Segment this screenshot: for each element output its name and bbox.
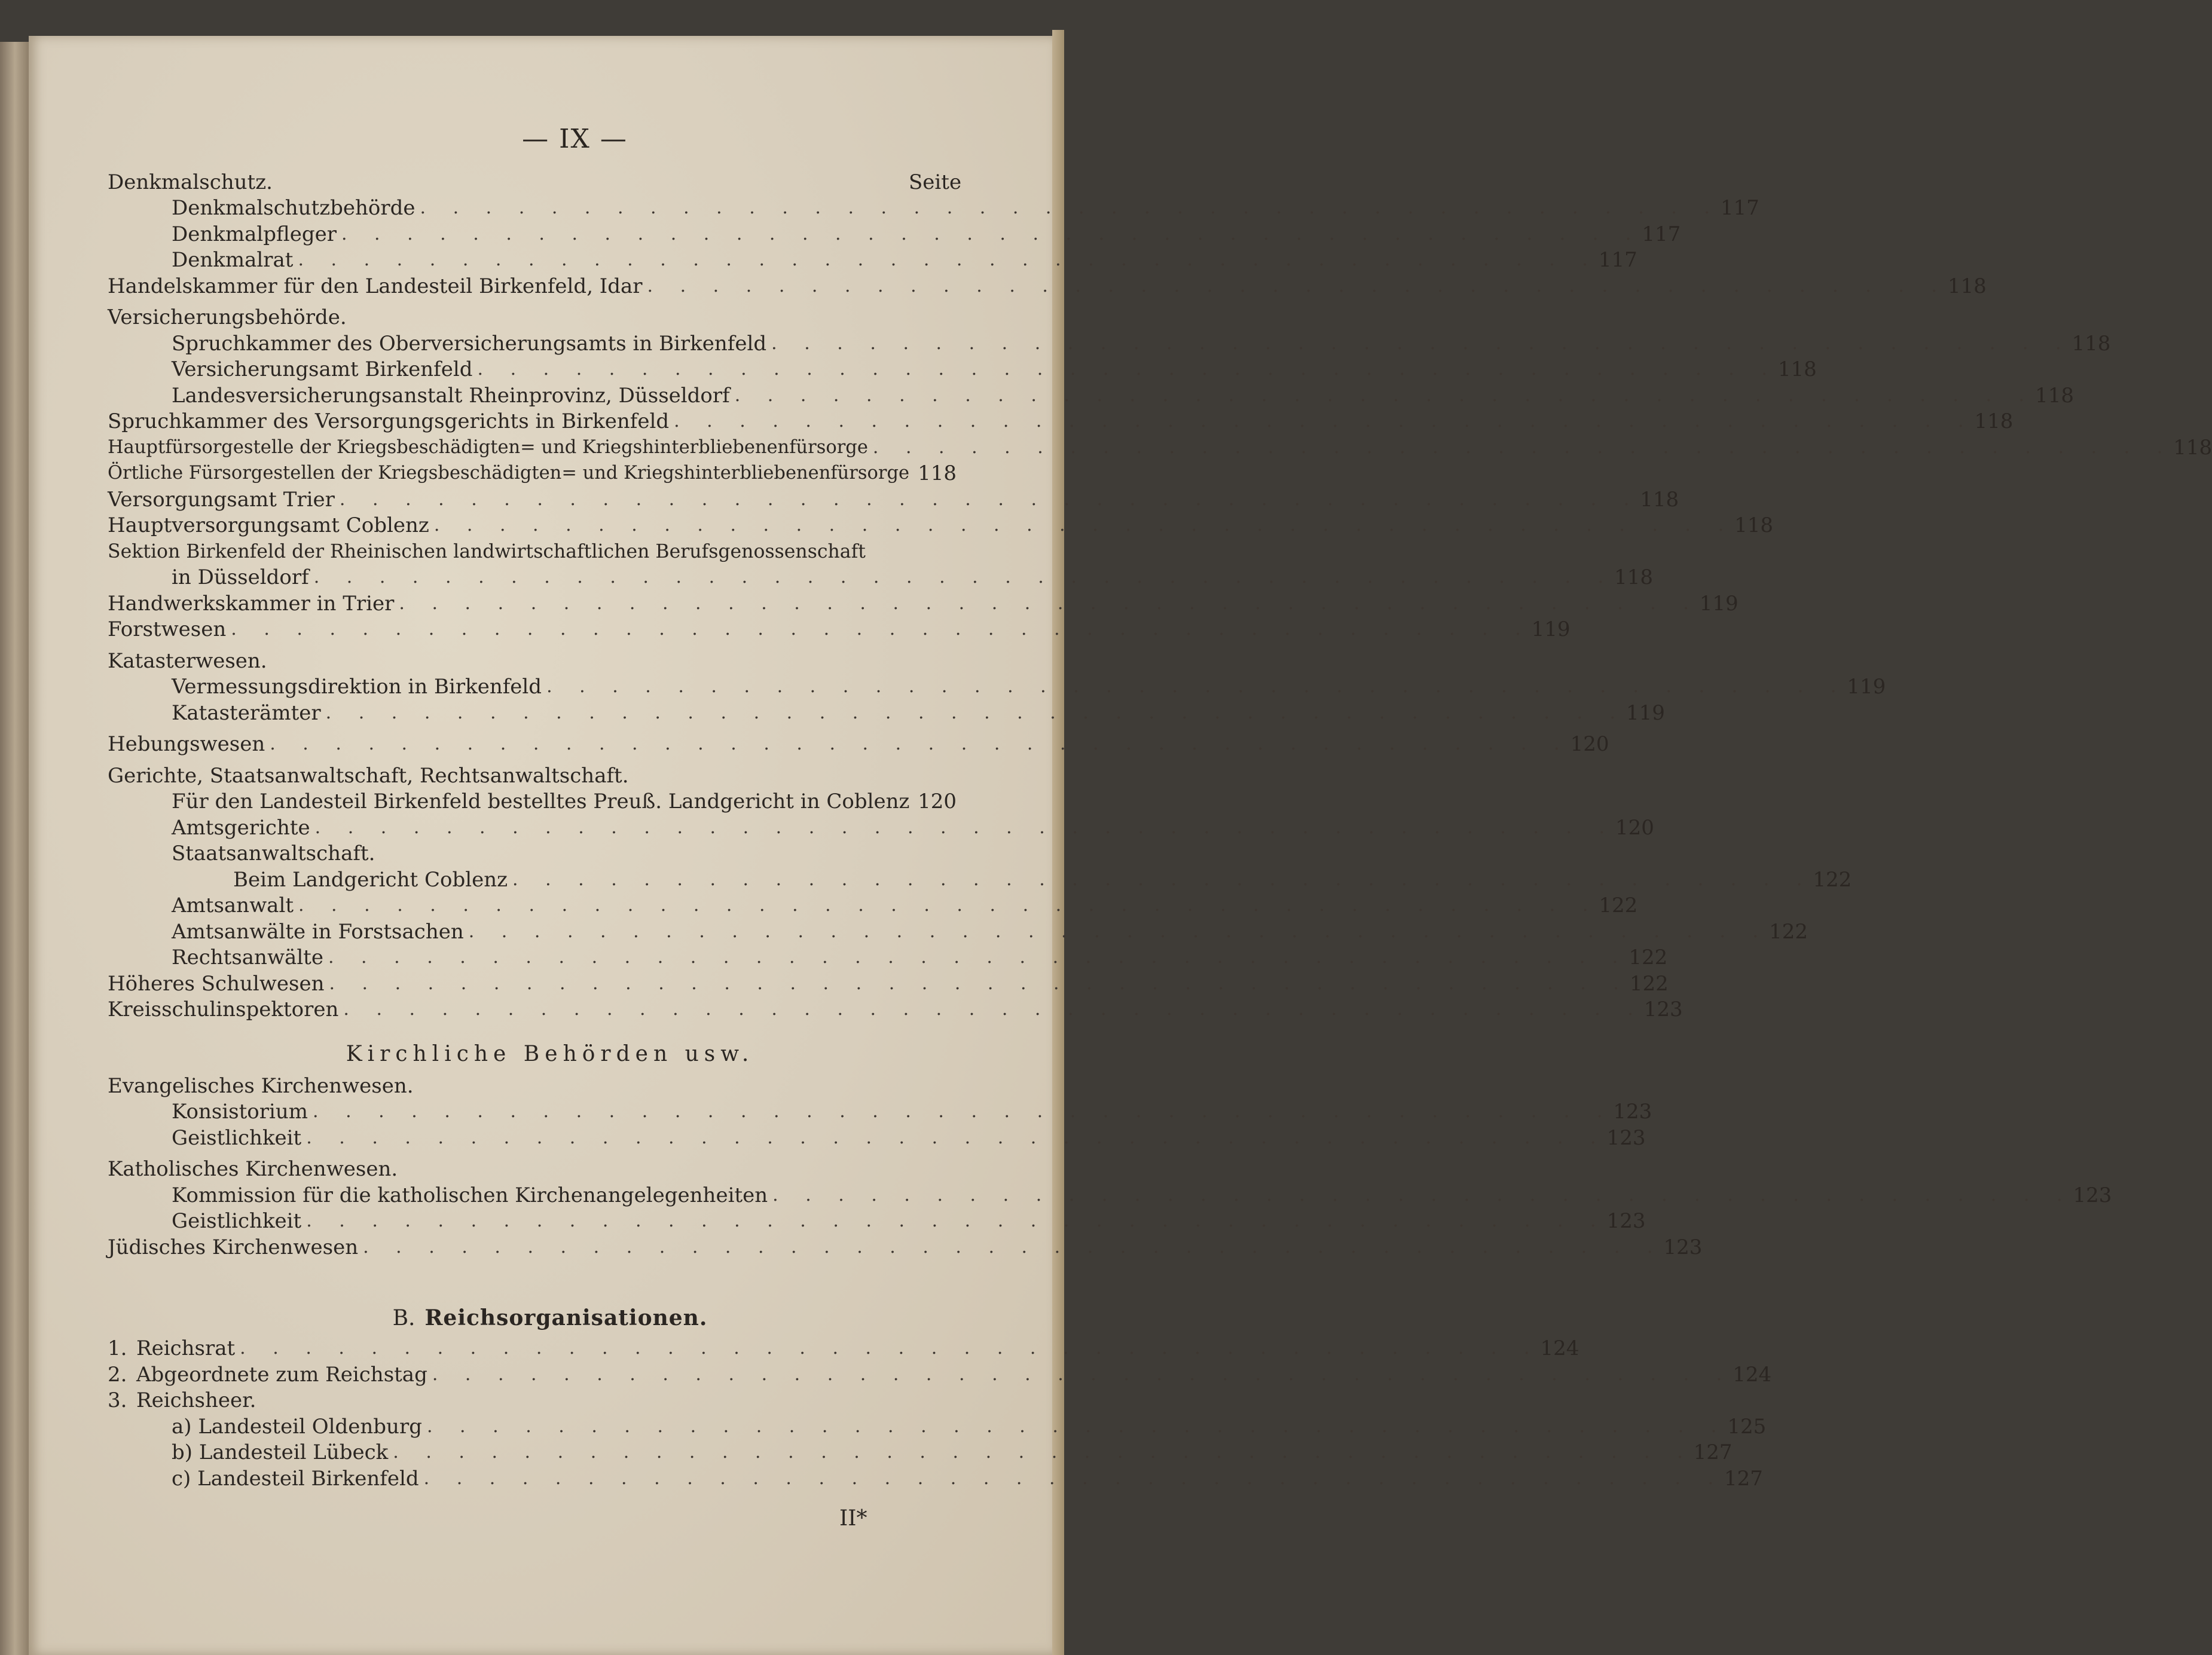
toc-entry-page: 122 [1813,867,1852,892]
toc-entry-label: Vermessungsdirektion in Birkenfeld [172,675,542,699]
toc-entry-page: 118 [918,461,957,485]
toc-entry [108,995,1683,1021]
toc-entry [108,407,2014,433]
toc-entry-label: Denkmalschutzbehörde [172,196,415,220]
dot-leader: . . . . . . . . . . . . . . . . . . . . . . . . . . . . . . . . . . . . . . . . [314,816,1616,838]
toc-entry-page: 118 [2072,331,2111,356]
toc-entry-page: 125 [1727,1414,1767,1439]
toc-entry-label: Örtliche Fürsorgestellen der Kriegsbeschädigten= und Kriegshinterbliebenenfürsorge [108,463,910,484]
toc-entry [108,1464,1763,1491]
toc-entry [108,459,957,485]
page-number-header: — IX — [522,124,628,154]
toc-entry-label: Gerichte, Staatsanwaltschaft, Rechtsanwaltschaft. [108,763,629,788]
signature-mark: II* [839,1506,867,1531]
toc-entry [108,969,1669,996]
toc-entry-page: 119 [1847,675,1886,699]
toc-entry-page: 117 [1642,222,1681,246]
toc-entry [108,865,1852,892]
toc-entry [108,761,957,787]
toc-entry-label: Sektion Birkenfeld der Rheinischen landwirtschaftlichen Berufsgenossenschaft [108,540,866,562]
toc-entry-label: Katholisches Kirchenwesen. [108,1157,398,1181]
toc-entry-label: Geistlichkeit [172,1209,302,1233]
toc-entry [108,813,1654,840]
toc-entry [108,1097,1652,1124]
toc-entry-page: 119 [1626,700,1665,725]
toc-entry [108,1360,1772,1387]
toc-entry [108,615,1571,641]
toc-entry [108,1123,1646,1150]
dot-leader: . . . . . . . . . . . . . . . . . . . . . . . . . . . . . . . . . . . . . . . . [313,567,1615,588]
dot-leader: . . . . . . . . . . . . . . . . . . . . . . . . . . . . . . . . . . . . . . . . [674,411,1975,432]
toc-entry [108,1232,1703,1259]
toc-entry-label: Hauptversorgungsamt Coblenz [108,513,429,537]
dot-leader: . . . . . . . . . . . . . . . . . . . . . . . . . . . . . . . . . . . . . . . . [399,592,1700,614]
dot-leader: . . . . . . . . . . . . . . . . . . . . . . . . . . . . . . . . . . . . . . . . [423,1467,1724,1489]
toc-entry [108,646,957,672]
toc-entry-label [108,1389,261,1412]
dot-leader: . . . . . . . . . . . . . . . . . . . . . . . . . . . . . . . . . . . . . . . . [772,1184,2073,1206]
toc-entry-label: Konsistorium [172,1100,308,1124]
toc-entry-label: Amtsanwalt [172,894,294,917]
toc-entry-label: in Düsseldorf [172,565,309,589]
toc-entry [108,1071,957,1097]
part-b-letter: B. [392,1305,415,1330]
seite-column-label: Seite [909,170,962,194]
section-heading-church: Kirchliche Behörden usw. [346,1042,754,1066]
dot-leader: . . . . . . . . . . . . . . . . . . . . . . . . . . . . . . . . . . . . . . . . [468,920,1770,942]
toc-entry-page: 118 [1640,487,1679,512]
toc-entry-label: Denkmalpfleger [172,222,337,246]
toc-entry-page: 127 [1724,1466,1763,1491]
toc-entry [108,246,1637,272]
entry-number: 1. [108,1336,127,1360]
dot-leader: . . . . . . . . . . . . . . . . . . . . . . . . . . . . . . . . . . . . . . . . [432,1363,1733,1385]
part-b-heading [108,1295,957,1330]
toc-entry [108,1207,1646,1233]
toc-entry-label: Hauptfürsorgestelle der Kriegsbeschädigten= und Kriegshinterbliebenenfürsorge [108,436,868,458]
toc-entry [108,485,1679,512]
toc-entry-label: c) Landesteil Birkenfeld [172,1466,419,1491]
toc-entry-label: Für den Landesteil Birkenfeld bestelltes Preuß. Landgericht in Coblenz [172,790,910,813]
toc-entry-label: Jüdisches Kirchenwesen [108,1235,359,1259]
entry-text: Reichsheer. [136,1388,256,1412]
toc-entry-label: Landesversicherungsanstalt Rheinprovinz, Düsseldorf [172,383,730,408]
toc-entry-page: 118 [2173,435,2212,460]
dot-leader: . . . . . . . . . . . . . . . . . . . . . . . . . . . . . . . . . . . . . . . . [771,332,2072,354]
table-of-contents [108,167,2212,1491]
toc-entry [108,1334,1579,1360]
page-fore-edge [1052,30,1064,1655]
toc-entry-page: 122 [1599,894,1638,917]
toc-entry-page: 123 [1613,1100,1652,1124]
toc-entry-page: 117 [1598,248,1637,272]
toc-entry-label: a) Landesteil Oldenburg [172,1414,422,1439]
toc-entry-page: 118 [1777,357,1817,381]
toc-entry-label: Denkmalrat [172,248,294,272]
toc-entry [108,329,2111,356]
toc-entry [108,271,1987,298]
toc-entry [108,167,962,194]
dot-leader: . . . . . . . . . . . . . . . . . . . . . . . . . . . . . . . . . . . . . . . . [240,1338,1541,1359]
toc-entry [108,433,2212,460]
toc-entry [108,219,1681,246]
toc-entry-page: 123 [1606,1209,1646,1233]
toc-entry-page: 119 [1531,617,1571,641]
toc-entry-label: Spruchkammer des Oberversicherungsamts in Birkenfeld [172,331,767,356]
dot-leader: . . . . . . . . . . . . . . . . . . . . . . . . . . . . . . . . . . . . . . . . [393,1442,1694,1463]
toc-entry-page: 120 [1615,815,1654,840]
toc-entry-label: Staatsanwaltschaft. [172,842,375,865]
toc-entry-label: Hebungswesen [108,732,265,756]
toc-entry-label: Geistlichkeit [172,1125,302,1150]
toc-entry-label [108,1337,240,1360]
dot-leader: . . . . . . . . . . . . . . . . . . . . . . . . . . . . . . . . . . . . . . . . [298,895,1599,916]
toc-entry [108,1180,2112,1207]
dot-leader: . . . . . . . . . . . . . . . . . . . . . . . . . . . . . . . . . . . . . . . . [420,197,1721,218]
toc-entry [108,672,1886,699]
toc-entry [108,194,1759,220]
toc-entry [108,563,1653,589]
toc-entry [108,589,1739,616]
dot-leader: . . . . . . . . . . . . . . . . . . . . . . . . . . . . . . . . . . . . . . . . [734,384,2036,406]
toc-entry [108,1386,957,1412]
toc-entry-label: Amtsanwälte in Forstsachen [172,919,464,944]
toc-entry-label: Kreisschulinspektoren [108,998,339,1021]
dot-leader: . . . . . . . . . . . . . . . . . . . . . . . . . . . . . . . . . . . . . . . . [433,515,1735,536]
toc-entry-page: 123 [1606,1125,1646,1150]
toc-entry-page: 117 [1720,196,1759,220]
entry-number: 3. [108,1388,127,1412]
toc-entry [108,787,957,813]
toc-entry-label: Versicherungsbehörde. [108,305,347,329]
toc-entry-label: Evangelisches Kirchenwesen. [108,1073,414,1098]
dot-leader: . . . . . . . . . . . . . . . . . . . . . . . . . . . . . . . . . . . . . . . . [647,275,1948,296]
toc-entry-label: Denkmalschutz. [108,170,273,194]
dot-leader: . . . . . . . . . . . . . . . . . . . . . . . . . . . . . . . . . . . . . . . . [343,999,1644,1020]
toc-entry [108,1438,1733,1464]
dot-leader: . . . . . . . . . . . . . . . . . . . . . . . . . . . . . . . . . . . . . . . . [328,947,1629,968]
dot-leader: . . . . . . . . . . . . . . . . . . . . . . . . . . . . . . . . . . . . . . . . [325,702,1626,723]
toc-entry-page: 122 [1769,919,1808,944]
toc-entry [108,355,1817,381]
toc-entry-label: Beim Landgericht Coblenz [233,867,508,892]
dot-leader: . . . . . . . . . . . . . . . . . . . . . . . . . . . . . . . . . . . . . . . . [339,488,1640,510]
toc-entry-page: 118 [1734,513,1774,537]
toc-entry-page: 123 [1663,1235,1703,1259]
dot-leader: . . . . . . . . . . . . . . . . . . . . . . . . . . . . . . . . . . . . . . . . [546,676,1847,697]
facing-page-edge [0,42,30,1655]
toc-entry-page: 127 [1693,1440,1733,1464]
toc-entry-label: Spruchkammer des Versorgungsgerichts in Birkenfeld [108,409,670,433]
dot-leader: . . . . . . . . . . . . . . . . . . . . . . . . . . . . . . . . . . . . . . . . [341,223,1642,244]
toc-entry-page: 120 [918,790,957,813]
toc-entry [108,730,1609,756]
toc-entry-label: Höheres Schulwesen [108,971,325,996]
toc-entry [108,943,1668,969]
dot-leader: . . . . . . . . . . . . . . . . . . . . . . . . . . . . . . . . . . . . . . . . [306,1127,1607,1148]
dot-leader: . . . . . . . . . . . . . . . . . . . . . . . . . . . . . . . . . . . . . . . . [306,1210,1607,1231]
toc-entry-page: 123 [2073,1183,2112,1207]
toc-entry-label [108,1363,432,1386]
toc-entry [108,839,957,865]
toc-entry-label: Rechtsanwälte [172,946,323,969]
dot-leader: . . . . . . . . . . . . . . . . . . . . . . . . . . . . . . . . . . . . . . . . [512,868,1813,890]
toc-entry-label: b) Landesteil Lübeck [172,1440,389,1464]
dot-leader: . . . . . . . . . . . . . . . . . . . . . . . . . . . . . . . . . . . . . . . . [872,436,2174,458]
toc-entry-page: 122 [1629,971,1669,996]
entry-text: Reichsrat [136,1336,236,1360]
toc-entry [108,303,957,329]
toc-entry-page: 118 [1614,565,1653,589]
toc-entry [108,511,1774,537]
toc-entry-page: 123 [1643,998,1683,1021]
toc-entry-page: 118 [2035,383,2074,408]
dot-leader: . . . . . . . . . . . . . . . . . . . . . . . . . . . . . . . . . . . . . . . . [231,619,1532,640]
toc-entry-label: Kommission für die katholischen Kirchenangelegenheiten [172,1183,768,1207]
toc-entry-label: Versicherungsamt Birkenfeld [172,357,473,381]
dot-leader: . . . . . . . . . . . . . . . . . . . . . . . . . . . . . . . . . . . . . . . . [329,972,1630,994]
dot-leader: . . . . . . . . . . . . . . . . . . . . . . . . . . . . . . . . . . . . . . . . [270,733,1571,754]
toc-entry-label: Handwerkskammer in Trier [108,591,395,616]
toc-entry-page: 124 [1540,1336,1579,1360]
dot-leader: . . . . . . . . . . . . . . . . . . . . . . . . . . . . . . . . . . . . . . . . [477,359,1778,380]
dot-leader: . . . . . . . . . . . . . . . . . . . . . . . . . . . . . . . . . . . . . . . . [298,249,1599,270]
entry-text: Abgeordnete zum Reichstag [136,1362,427,1387]
toc-entry-page: 120 [1570,732,1609,756]
toc-entry [108,1412,1767,1439]
toc-entry-page: 124 [1733,1362,1772,1387]
toc-entry-page: 119 [1699,591,1739,616]
toc-entry-label: Katasterwesen. [108,648,267,673]
entry-number: 2. [108,1362,127,1387]
toc-entry-page: 118 [1947,274,1987,298]
toc-entry-label: Forstwesen [108,617,227,641]
toc-entry-label: Katasterämter [172,700,321,725]
toc-entry [108,698,1665,725]
part-b-title: Reichsorganisationen. [424,1305,708,1330]
dot-leader: . . . . . . . . . . . . . . . . . . . . . . . . . . . . . . . . . . . . . . . . [313,1101,1614,1122]
toc-entry [108,1155,957,1181]
toc-entry [108,891,1638,917]
toc-entry-label: Amtsgerichte [172,815,310,840]
toc-entry [108,917,1808,944]
toc-entry-page: 122 [1629,946,1668,969]
toc-entry [108,537,957,563]
toc-entry-page: 118 [1974,409,2014,433]
toc-entry-label: Versorgungsamt Trier [108,487,335,512]
dot-leader: . . . . . . . . . . . . . . . . . . . . . . . . . . . . . . . . . . . . . . . . [363,1236,1664,1258]
dot-leader: . . . . . . . . . . . . . . . . . . . . . . . . . . . . . . . . . . . . . . . . [426,1415,1728,1437]
toc-entry-label: Handelskammer für den Landesteil Birkenfeld, Idar [108,274,643,298]
toc-entry [108,381,2074,408]
